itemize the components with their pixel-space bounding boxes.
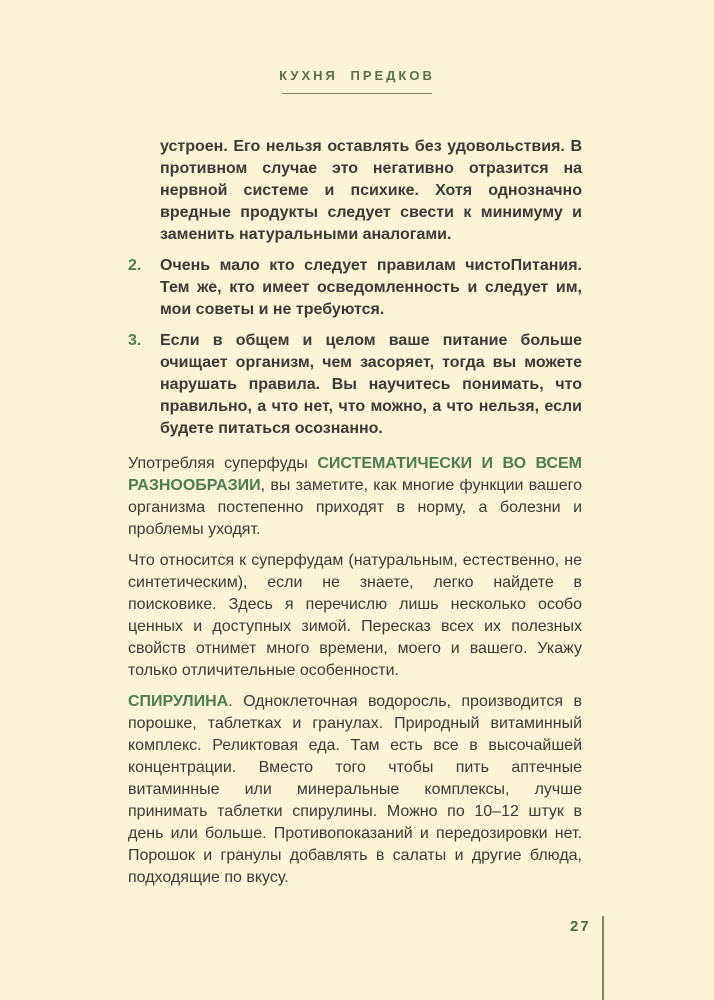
list-marker: 2. bbox=[128, 257, 142, 274]
accent-text: СПИРУЛИНА bbox=[128, 693, 229, 710]
list-item-text: устроен. Его нельзя оставлять без удовольствия. В противном случае это негативно отразится на нервной системе и психике. Хотя однозначно вредные продукты следует свести к минимуму и заменить натуральными аналогами. bbox=[160, 138, 582, 243]
list-item-1-continuation bbox=[128, 136, 582, 246]
running-head bbox=[0, 66, 714, 94]
list-item-2 bbox=[128, 255, 582, 321]
paragraph-spirulina bbox=[128, 691, 582, 889]
header-underline bbox=[282, 93, 432, 94]
paragraph-superfoods-systematic bbox=[128, 453, 582, 541]
body-text: Что относится к суперфудам (натуральным, естественно, не синтетическим), если не знаете, легко найдете в поисковике. Здесь я перечислю лишь несколько особо ценных и доступных зимой. Пересказ всех их полезных свойств отнимет много времени, моего и вашего. Укажу только отличительные особенности. bbox=[128, 552, 582, 679]
accent-text: СИСТЕМАТИЧЕСКИ И ВО ВСЕМ РАЗНООБРАЗИИ bbox=[128, 455, 583, 494]
body-text: Употребляя суперфуды bbox=[128, 455, 318, 472]
list-marker: 3. bbox=[128, 332, 142, 349]
page-number: 27 bbox=[570, 918, 591, 935]
list-marker bbox=[128, 136, 160, 246]
footer-vertical-line bbox=[602, 916, 604, 1000]
body-text: . Одноклеточная водоросль, производится в порошке, таблетках и гранулах. Природный витаминный комплекс. Реликтовая еда. Там есть все в высочайшей концентрации. Вместо того чтобы пить аптечные витаминные или минеральные комплексы, лучше принимать таблетки спирулины. Можно по 10–12 штук в день или больше. Противопоказаний и передозировки нет. Порошок и гранулы добавлять в салаты и другие блюда, подходящие по вкусу. bbox=[128, 693, 582, 886]
list-item-text: Очень мало кто следует правилам чистоПитания. Тем же, кто имеет осведомленность и следует им, мои советы и не требуются. bbox=[160, 257, 582, 318]
page-content bbox=[128, 136, 582, 898]
list-item-3 bbox=[128, 330, 582, 440]
list-item-text: Если в общем и целом ваше питание больше очищает организм, чем засоряет, тогда вы можете нарушать правила. Вы научитесь понимать, что правильно, а что нет, что можно, а что нельзя, если будете питаться осознанно. bbox=[160, 332, 582, 437]
paragraph-what-are-superfoods bbox=[128, 550, 582, 682]
page-header-title: КУХНЯ ПРЕДКОВ bbox=[279, 68, 435, 83]
body-text: , вы заметите, как многие функции вашего организма постепенно приходят в норму, а болезни и проблемы уходят. bbox=[128, 477, 582, 538]
